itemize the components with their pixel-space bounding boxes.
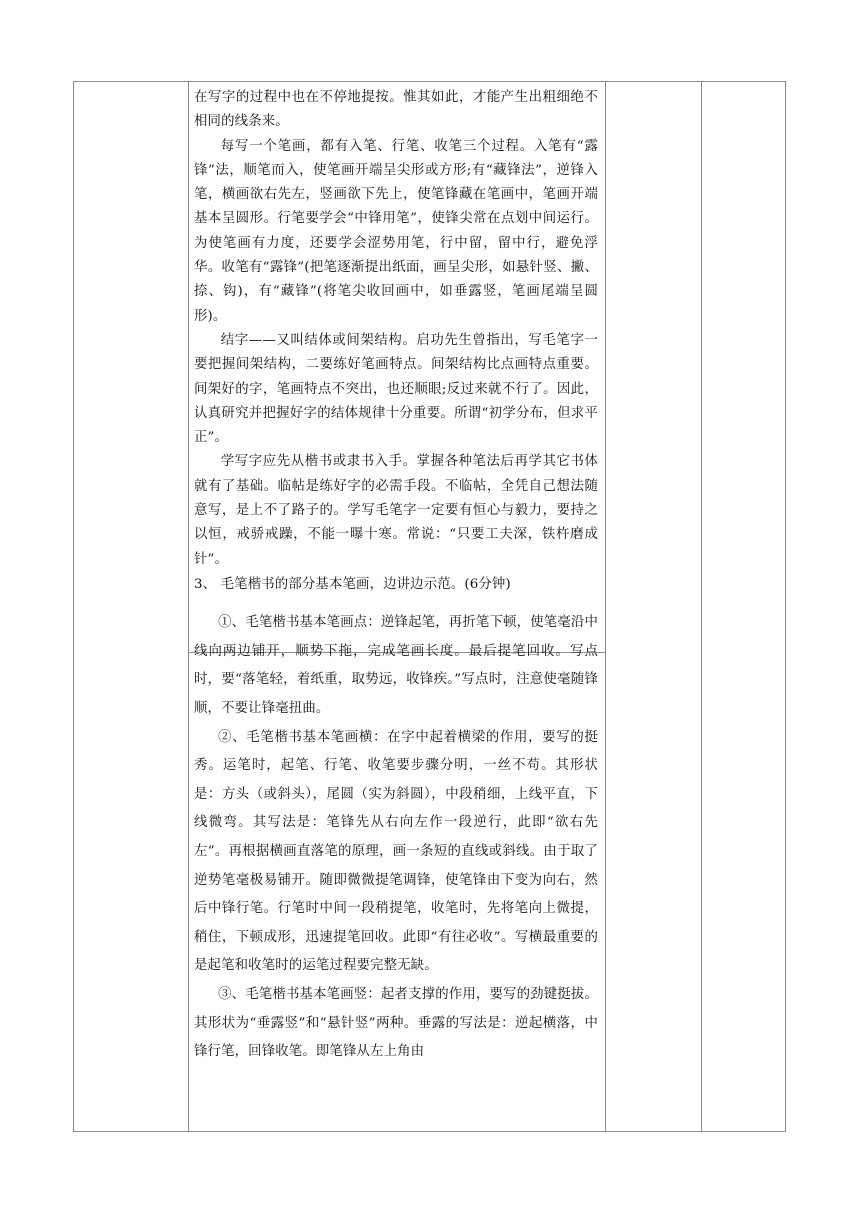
paragraph: 在写字的过程中也在不停地提按。惟其如此，才能产生出粗细绝不相同的线条来。 (194, 90, 598, 130)
column-divider (605, 82, 606, 1131)
paragraph: 结字——又叫结体或间架结构。启功先生曾指出，写毛笔字一要把握间架结构，二要练好笔画特点。间架结构比点画特点重要。间架好的字，笔画特点不突出，也还顺眼;反过来就不行了。因此，认真研究并把握好字的结体规律十分重要。所谓“初学分布，但求平正”。 (194, 332, 598, 446)
column-divider (188, 82, 189, 1131)
section-heading: 3、 毛笔楷书的部分基本笔画，边讲边示范。(6分钟) (194, 576, 511, 592)
content-cell (194, 86, 598, 1067)
paragraph: 每写一个笔画，都有入笔、行笔、收笔三个过程。入笔有“露锋”法，顺笔而入，使笔画开端呈尖形或方形;有“藏锋法”，逆锋入笔，横画欲右先左，竖画欲下先上，使笔锋藏在笔画中，笔画开端基本呈圆形。行笔要学会“中锋用笔”，使锋尖常在点划中间运行。为使笔画有力度，还要学会涩势用笔，行中留，留中行，避免浮华。收笔有“露锋”(把笔逐渐提出纸面，画呈尖形，如悬针竖、撇、捺、钩)，有“藏锋”(将笔尖收回画中，如垂露竖，笔画尾端呈圆形)。 (194, 138, 598, 324)
stroke-paragraph: ①、毛笔楷书基本笔画点：逆锋起笔，再折笔下顿，使笔毫沿中线向两边铺开，顺势下拖，完成笔画长度。最后提笔回收。写点时，要“落笔轻，着纸重，取势远，收锋疾。”写点时，注意使毫随锋顺，不要让锋毫扭曲。 (194, 615, 598, 717)
stroke-list (194, 609, 598, 1067)
stroke-paragraph: ②、毛笔楷书基本笔画横：在字中起着横梁的作用，要写的挺秀。运笔时，起笔、行笔、收笔要步骤分明，一丝不苟。其形状是：方头（或斜头），尾圆（实为斜圆），中段稍细，上线平直，下线微弯。其写法是：笔锋先从右向左作一段逆行，此即“欲右先左”。再根据横画直落笔的原理，画一条短的直线或斜线。由于取了逆势笔毫极易铺开。随即微微提笔调锋，使笔锋由下变为向右，然后中锋行笔。行笔时中间一段稍提笔，收笔时，先将笔向上微提，稍住，下顿成形，迅速提笔回收。此即“有往必收”。写横最重要的是起笔和收笔时的运笔过程要完整无缺。 (194, 729, 598, 974)
document-table (73, 81, 786, 1132)
paragraph: 学写字应先从楷书或隶书入手。掌握各种笔法后再学其它书体就有了基础。临帖是练好字的必需手段。不临帖，全凭自己想法随意写，是上不了路子的。学写毛笔字一定要有恒心与毅力，要持之以恒，戒骄戒躁，不能一曝十寒。常说：“只要工夫深，铁杵磨成针”。 (194, 454, 598, 567)
stroke-paragraph: ③、毛笔楷书基本笔画竖：起者支撑的作用，要写的劲键挺拔。其形状为“垂露竖”和“悬针竖”两种。垂露的写法是：逆起横落，中锋行笔，回锋收笔。即笔锋从左上角由 (194, 986, 598, 1060)
column-divider (701, 82, 702, 1131)
